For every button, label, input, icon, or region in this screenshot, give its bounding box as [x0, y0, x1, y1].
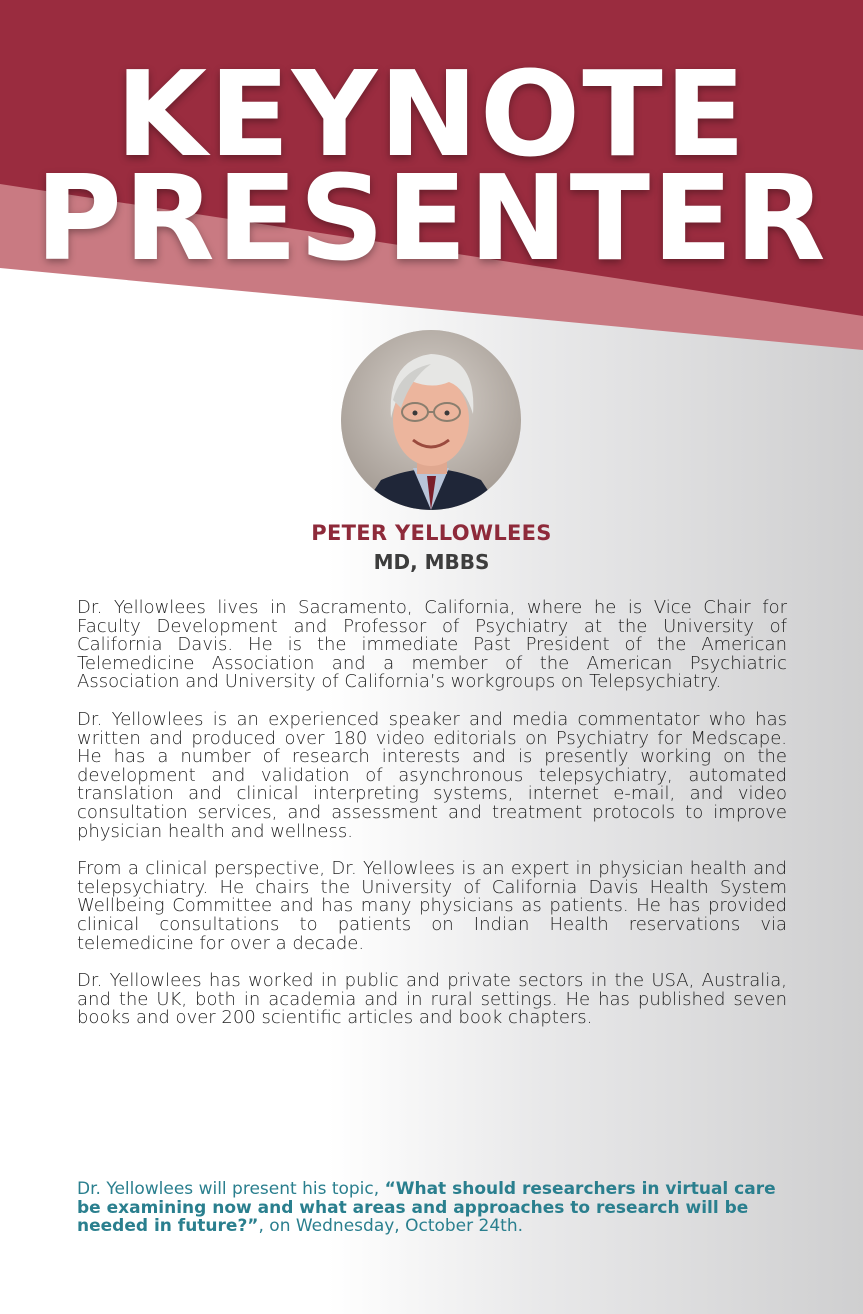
presenter-credentials: MD, MBBS: [373, 550, 490, 574]
header-banner: [0, 0, 863, 360]
biography: [77, 599, 787, 1047]
presentation-announcement: [77, 1180, 789, 1236]
presenter-name: PETER YELLOWLEES: [311, 521, 552, 545]
presenter-portrait-image: [341, 330, 521, 510]
announcement-intro: Dr. Yellowlees will present his topic,: [77, 1179, 385, 1199]
presentation-topic: “What should researchers in virtual care be examining now and what areas and approaches to research will be needed in future?”: [77, 1179, 776, 1236]
headline-line-2: PRESENTER: [35, 149, 828, 287]
presenter-photo: [341, 330, 521, 510]
bio-paragraph: Dr. Yellowlees lives in Sacramento, California, where he is Vice Chair for Faculty Development and Professor of Psychiatry at the University of California Davis. He is the immediate Past President of the American Telemedicine Association and a member of the American Psychiatric Association and University of California’s workgroups on Telepsychiatry.: [77, 597, 787, 693]
announcement-date: , on Wednesday, October 24th.: [258, 1216, 524, 1236]
headline: [0, 45, 863, 287]
bio-paragraph: Dr. Yellowlees has worked in public and private sectors in the USA, Australia, and the UK, both in academia and in rural settings. He has published seven books and over 200 scientific articles and book chapters.: [77, 970, 787, 1029]
bio-paragraph: From a clinical perspective, Dr. Yellowlees is an expert in physician health and telepsychiatry. He chairs the University of California Davis Health System Wellbeing Committee and has many physicians as patients. He has provided clinical consultations to patients on Indian Health reservations via telemedicine for over a decade.: [77, 858, 787, 954]
headline-line-1: KEYNOTE: [115, 45, 748, 183]
bio-paragraph: Dr. Yellowlees is an experienced speaker and media commentator who has written and produced over 180 video editorials on Psychiatry for Medscape. He has a number of research interests and is presently working on the development and validation of asynchronous telepsychiatry, automated translation and clinical interpreting systems, internet e-mail, and video consultation services, and assessment and treatment protocols to improve physician health and wellness.: [77, 708, 787, 842]
